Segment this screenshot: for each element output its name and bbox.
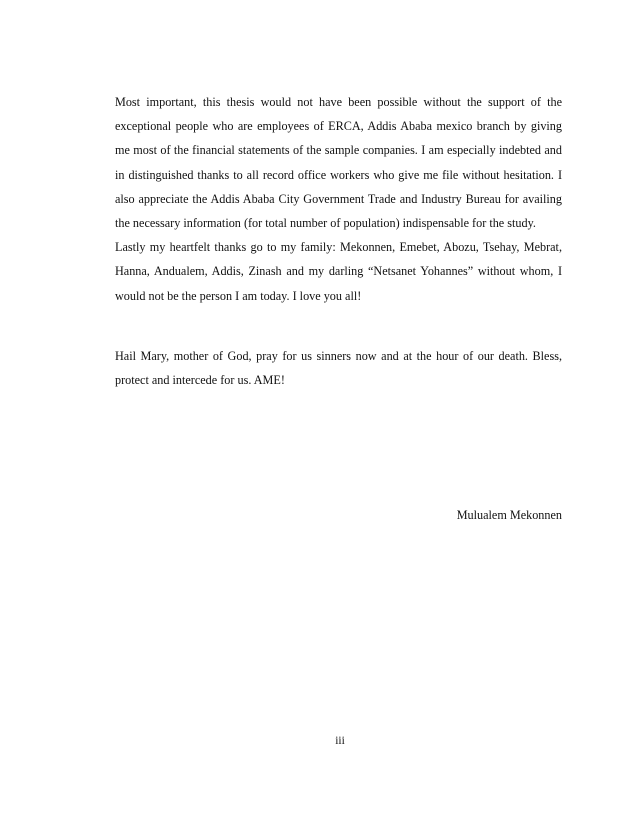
acknowledgement-body (115, 90, 562, 392)
paragraph-prayer: Hail Mary, mother of God, pray for us sinners now and at the hour of our death. Bless, protect and intercede for us. AME! (115, 348, 562, 388)
paragraph-family: Lastly my heartfelt thanks go to my family: Mekonnen, Emebet, Abozu, Tsehay, Mebrat, Hanna, Andualem, Addis, Zinash and my darling “Netsanet Yohannes” without whom, I would not be the person I am today. I love you all! (115, 240, 562, 303)
page-number: iii (335, 735, 345, 747)
paragraph-support: Most important, this thesis would not have been possible without the support of the exceptional people who are employees of ERCA, Addis Ababa mexico branch by giving me most of the financial statements of the sample companies. I am especially indebted and in distinguished thanks to all record office workers who give me file without hesitation. I also appreciate the Addis Ababa City Government Trade and Industry Bureau for availing the necessary information (for total number of population) indispensable for the study. (115, 95, 562, 231)
author-signature: Mulualem Mekonnen (456, 508, 562, 522)
